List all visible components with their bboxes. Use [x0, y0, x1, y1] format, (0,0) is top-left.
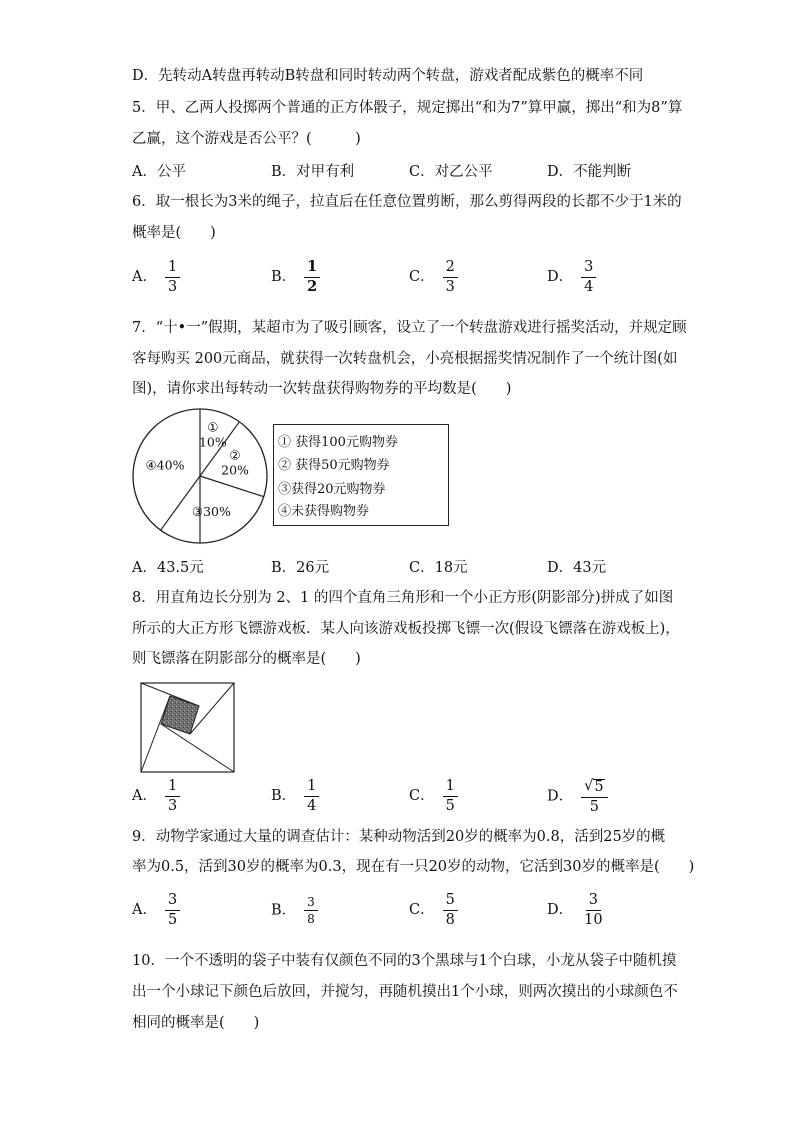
legend-item-3: ③获得20元购物券 — [278, 482, 386, 497]
q5-stem-line1: 5．甲、乙两人投掷两个普通的正方体骰子，规定掷出“和为7”算甲赢，掷出“和为8”算 — [132, 100, 683, 116]
option-label: C． — [409, 788, 435, 804]
pie-slice-label: ④40% — [145, 457, 185, 473]
q7-option-b: B．26元 — [271, 560, 330, 576]
q6-stem-line2: 概率是( ) — [132, 225, 216, 241]
q8-stem-line1: 8．用直角边长分别为 2、1 的四个直角三角形和一个小正方形(阴影部分)拼成了如图 — [132, 590, 674, 606]
q8-option-c — [409, 779, 458, 813]
pie-slice-label: 20% — [221, 462, 249, 478]
q9-stem-line1: 9．动物学家通过大量的调查估计：某种动物活到20岁的概率为0.8，活到25岁的概 — [132, 829, 666, 845]
q8-stem-line2: 所示的大正方形飞镖游戏板．某人向该游戏板投掷飞镖一次(假设飞镖落在游戏板上)， — [132, 621, 680, 637]
sqrt-expression: √ 5 — [584, 778, 604, 795]
q9-option-b — [271, 896, 318, 925]
q8-option-b — [271, 779, 319, 813]
fraction: $\frac{1}{2}$ — [304, 260, 320, 294]
fraction: √ 5 5 — [581, 779, 607, 814]
q7-stem-line2: 客每购买 200元商品，就获得一次转盘机会，小亮根据摇奖情况制作了一个统计图(如 — [132, 351, 678, 367]
q7-option-d: D．43元 — [547, 560, 607, 576]
option-label: B． — [271, 269, 297, 285]
legend-item-4: ④未获得购物券 — [278, 504, 370, 519]
pie-slice-marker: ① — [207, 419, 219, 435]
q8-stem-line3: 则飞镖落在阴影部分的概率是( ) — [132, 651, 361, 667]
option-label: B． — [271, 788, 297, 804]
option-label: A． — [132, 788, 157, 804]
fraction: $\frac{2}{3}$ — [443, 260, 458, 294]
q7-stem-line3: 图)，请你求出每转动一次转盘获得购物券的平均数是( ) — [132, 381, 512, 397]
option-label: A． — [132, 902, 157, 918]
option-label: A． — [132, 269, 157, 285]
option-label: D． — [547, 269, 574, 285]
fraction: $\frac{5}{8}$ — [443, 893, 458, 927]
q9-option-c — [409, 893, 458, 927]
q10-stem-line3: 相同的概率是( ) — [132, 1015, 260, 1031]
fraction: $\frac{3}{8}$ — [304, 896, 318, 925]
dartboard-figure — [140, 682, 236, 774]
q6-option-a — [132, 260, 180, 294]
q8-option-a — [132, 779, 180, 813]
q10-stem-line2: 出一个小球记下颜色后放回，并搅匀，再随机摸出1个小球，则两次摸出的小球颜色不 — [132, 984, 678, 1000]
pie-slice-marker: ② — [229, 447, 241, 463]
fraction: $\frac{3}{4}$ — [581, 260, 596, 294]
q10-stem-line1: 10．一个不透明的袋子中装有仅颜色不同的3个黑球与1个白球，小龙从袋子中随机摸 — [132, 953, 677, 969]
q5-option-b: B．对甲有利 — [271, 164, 355, 180]
q7-option-a: A．43.5元 — [132, 560, 204, 576]
q6-option-c — [409, 260, 458, 294]
pie-chart — [130, 406, 270, 546]
pie-legend — [273, 424, 449, 526]
pie-slice-label: 10% — [198, 434, 227, 450]
q5-option-a: A．公平 — [132, 164, 186, 180]
pie-slice-label: ③30% — [191, 504, 231, 520]
fraction: $\frac{1}{4}$ — [304, 779, 319, 813]
option-label: B． — [271, 902, 297, 919]
option-label: D． — [547, 788, 574, 805]
legend-item-1: ① 获得100元购物券 — [278, 435, 398, 450]
q6-stem-line1: 6．取一根长为3米的绳子，拉直后在任意位置剪断，那么剪得两段的长都不少于1米的 — [132, 194, 682, 210]
q9-option-a — [132, 893, 180, 927]
option-label: C． — [409, 902, 435, 918]
fraction: $\frac{1}{3}$ — [165, 779, 180, 813]
q4-option-d: D．先转动A转盘再转动B转盘和同时转动两个转盘，游戏者配成紫色的概率不同 — [132, 68, 644, 84]
q6-option-d — [547, 260, 596, 294]
legend-item-2: ② 获得50元购物券 — [278, 458, 390, 473]
q5-option-d: D．不能判断 — [547, 164, 632, 180]
q9-stem-line2: 率为0.5，活到30岁的概率为0.3，现在有一只20岁的动物，它活到30岁的概率是( ) — [132, 859, 695, 875]
q5-option-c: C．对乙公平 — [409, 164, 493, 180]
q7-option-c: C．18元 — [409, 560, 468, 576]
fraction: $\frac{1}{5}$ — [443, 779, 458, 813]
option-label: C． — [409, 269, 435, 285]
fraction: $\frac{3}{10}$ — [584, 892, 603, 928]
q8-option-d — [547, 779, 608, 814]
option-label: D． — [547, 902, 574, 918]
q6-option-b — [271, 260, 320, 294]
q9-option-d — [547, 893, 606, 927]
q7-stem-line1: 7．“十•一”假期，某超市为了吸引顾客，设立了一个转盘游戏进行摇奖活动，并规定顾 — [132, 320, 687, 336]
fraction: $\frac{3}{5}$ — [165, 893, 180, 927]
fraction: $\frac{1}{3}$ — [165, 260, 180, 294]
q5-stem-line2: 乙赢，这个游戏是否公平？( ) — [132, 131, 361, 147]
